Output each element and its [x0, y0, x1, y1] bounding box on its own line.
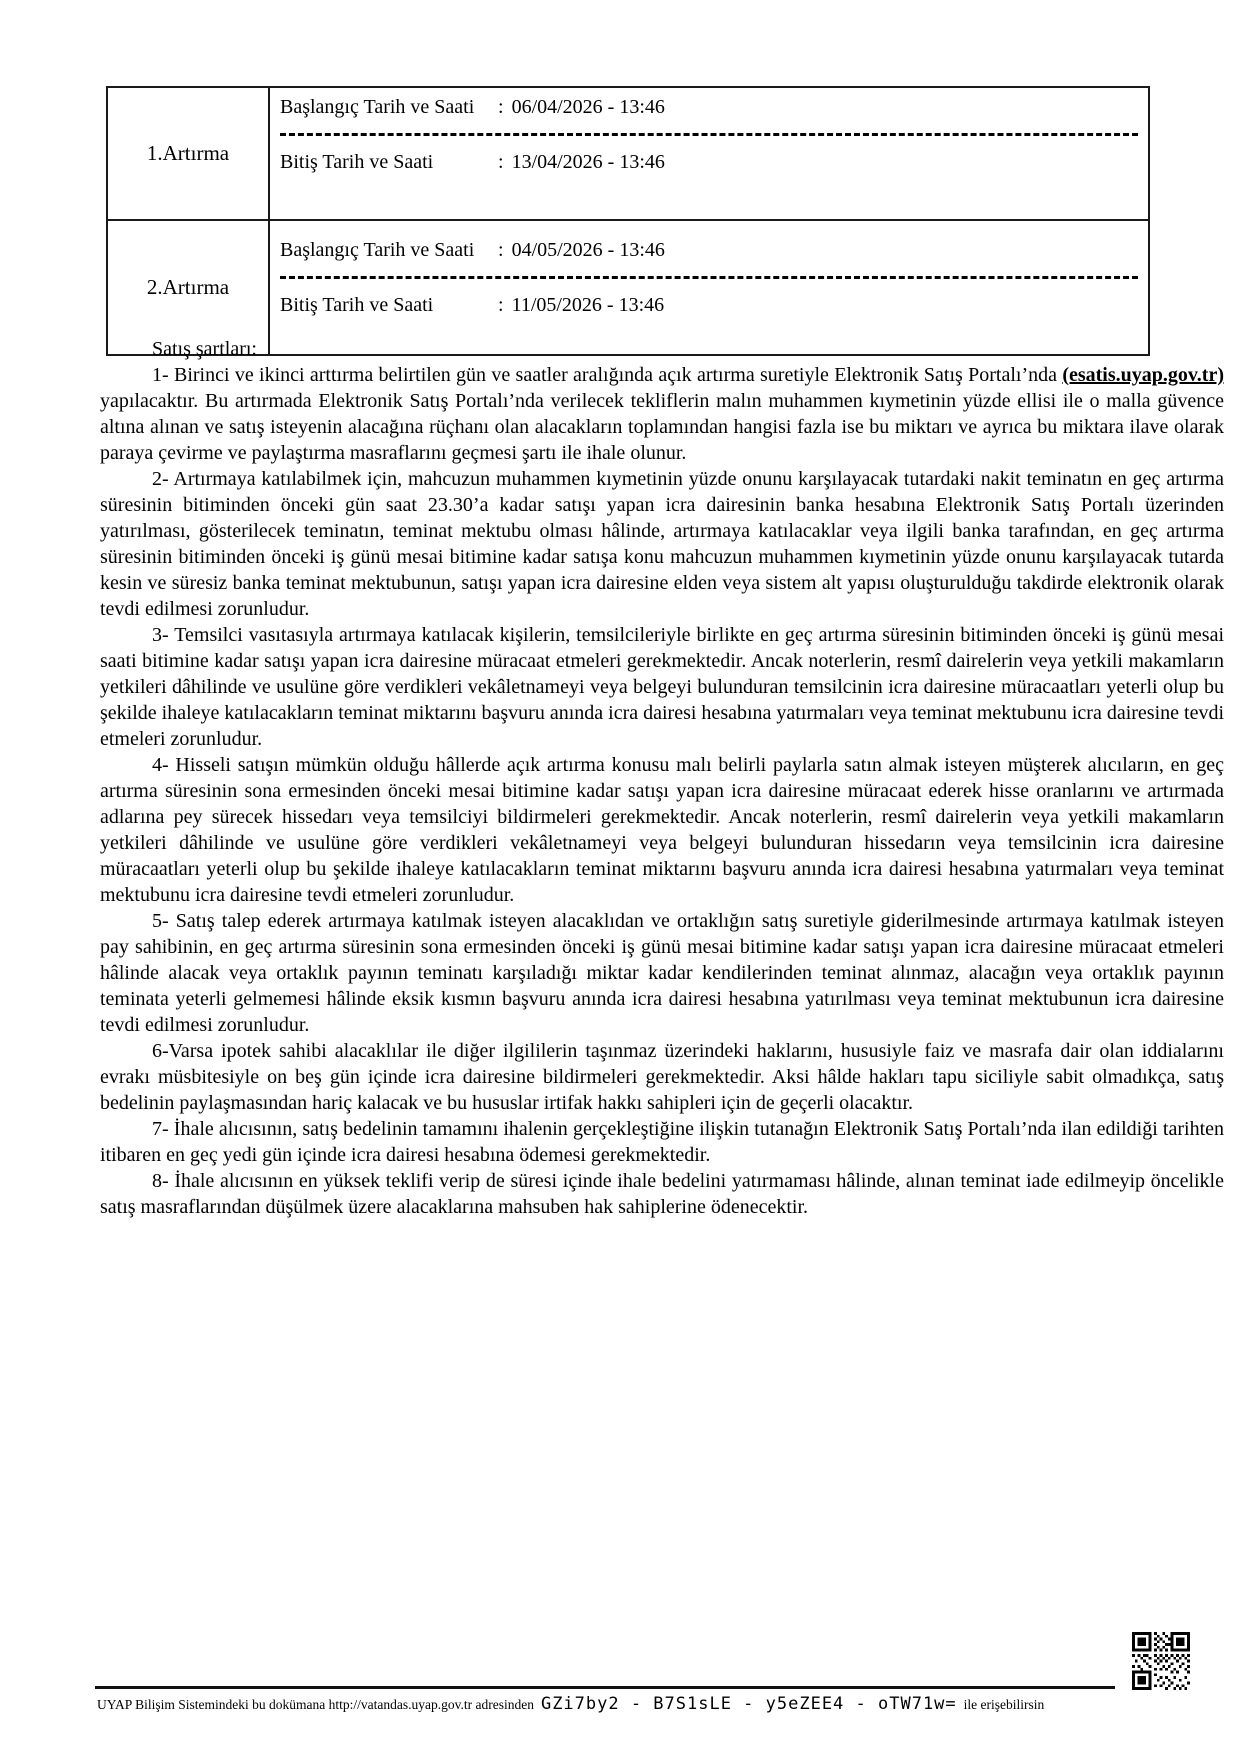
end-datetime: [280, 149, 1138, 175]
condition-paragraph-2: 2- Artırmaya katılabilmek için, mahcuzun muhammen kıymetinin yüzde onunu karşılayacak tutardaki nakit teminatın en geç artırma süresinin bitiminden önceki gün saat 23.30’a kadar satışı yapan icra dairesinin banka hesabına Elektronik Satış Portalı üzerinden yatırılması, gösterilecek teminatın, teminat mektubu olması hâlinde, artırmaya katılacaklar veya ilgili banka tarafından, en geç artırma süresinin bitiminden önceki iş günü mesai bitimine kadar satışa konu mahcuzun muhammen kıymetinin yüzde onunu karşılayacak tutarda kesin ve süresiz banka teminat mektubunun, satışı yapan icra dairesine elden veya sistem alt yapısı oluşturulduğu takdirde elektronik olarak tevdi edilmesi zorunludur.: [100, 468, 1224, 620]
footer-access-suffix: ile erişebilirsin: [963, 1697, 1045, 1712]
start-datetime-label: Başlangıç Tarih ve Saati: [280, 96, 475, 118]
footer-divider: [95, 1686, 1115, 1689]
end-datetime-value: 13/04/2026 - 13:46: [511, 151, 665, 173]
footer: [97, 1694, 1197, 1714]
dashed-separator: [280, 133, 1138, 136]
colon-separator: :: [498, 239, 504, 261]
table-row: [107, 220, 1149, 355]
footer-access-text: UYAP Bilişim Sistemindeki bu dokümana http://vatandas.uyap.gov.tr adresinden: [97, 1697, 534, 1712]
qr-code: [1130, 1632, 1192, 1690]
condition-paragraph-8: 8- İhale alıcısının en yüksek teklifi verip de süresi içinde ihale bedelini yatırmaması hâlinde, alınan teminat iade edilmeyip öncelikle satış masraflarından düşülmek üzere alacaklarına mahsuben hak sahiplerine ödenecektir.: [100, 1170, 1224, 1218]
paragraph-text: 1- Birinci ve ikinci arttırma belirtilen gün ve saatler aralığında açık artırma suretiyle Elektronik Satış Portalı’nda: [152, 364, 1063, 386]
start-datetime: [280, 94, 1138, 120]
end-datetime: [280, 292, 1138, 318]
condition-paragraph-1: [100, 362, 1224, 466]
condition-paragraph-3: 3- Temsilci vasıtasıyla artırmaya katılacak kişilerin, temsilcileriyle birlikte en geç artırma süresinin bitiminden önceki iş günü mesai saati bitimine kadar satışı yapan icra dairesine müracaat etmeleri gerekmektedir. Ancak noterlerin, resmî dairelerin veya yetkili makamların yetkileri dâhilinde ve usulüne göre verdikleri vekâletnameyi veya belgeyi bulunduran temsilcinin icra dairesine müracaatları yeterli olup bu şekilde ihaleye katılacakların teminat miktarını başvuru anında icra dairesi hesabına yatırmaları veya teminat mektubunu icra dairesine tevdi etmeleri zorunludur.: [100, 624, 1225, 750]
esatis-portal-link[interactable]: (esatis.uyap.gov.tr): [1062, 364, 1224, 386]
auction-round-label: 2.Artırma: [107, 220, 269, 355]
sale-conditions-section: [100, 336, 1224, 1220]
end-datetime-value: 11/05/2026 - 13:46: [511, 294, 665, 316]
end-datetime-label: Bitiş Tarih ve Saati: [280, 151, 434, 173]
start-datetime-value: 06/04/2026 - 13:46: [511, 96, 665, 118]
auction-dates-cell: [269, 220, 1149, 355]
table-row: [107, 87, 1149, 220]
start-datetime-value: 04/05/2026 - 13:46: [511, 239, 665, 261]
footer-verification-code: GZi7by2 - B7S1sLE - y5eZEE4 - oTW71w=: [540, 1694, 957, 1714]
condition-paragraph-6: 6-Varsa ipotek sahibi alacaklılar ile diğer ilgililerin taşınmaz üzerindeki haklarını, hususiyle faiz ve masrafa dair olan iddialarını evrakı müsbitesiyle on beş gün içinde icra dairesine bildirmeleri gerekmektedir. Aksi hâlde hakları tapu siciliyle sabit olmadıkça, satış bedelinin paylaşmasından hariç kalacak ve bu hususlar irtifak hakkı sahipleri için de geçerli olacaktır.: [100, 1040, 1224, 1114]
paragraph-text: yapılacaktır. Bu artırmada Elektronik Satış Portalı’nda verilecek tekliflerin malın muhammen kıymetinin yüzde ellisi ile o malla güvence altına alınan ve satış isteyenin alacağına rüçhanı olan alacakların toplamından hangisi fazla ise bu miktarı ve ayrıca bu miktara ilave olarak paraya çevirme ve paylaştırma masraflarını geçmesi şartı ile ihale olunur.: [100, 390, 1224, 464]
condition-paragraph-4: 4- Hisseli satışın mümkün olduğu hâllerde açık artırma konusu malı belirli paylarla satın almak isteyen müşterek alıcıların, en geç artırma süresinin sona ermesinden önceki mesai bitimine kadar satışı yapan icra dairesine müracaat ederek hisse oranlarını ve artırmada adlarına pey sürecek hissedarı veya temsilciyi bildirmeleri gerekmektedir. Ancak noterlerin, resmî dairelerin veya yetkili makamların yetkileri dâhilinde ve usulüne göre verdikleri vekâletnameyi veya belgeyi bulunduran hissedarın veya temsilcinin icra dairesine müracaatları yeterli olup bu şekilde ihaleye katılacakların teminat miktarını başvuru anında icra dairesi hesabına yatırmaları veya teminat mektubunu icra dairesine tevdi etmeleri zorunludur.: [100, 754, 1224, 906]
colon-separator: :: [498, 96, 504, 118]
auction-dates-cell: [269, 87, 1149, 220]
auction-round-label: 1.Artırma: [107, 87, 269, 220]
start-datetime: [280, 237, 1138, 263]
end-datetime-label: Bitiş Tarih ve Saati: [280, 294, 434, 316]
start-datetime-label: Başlangıç Tarih ve Saati: [280, 239, 475, 261]
colon-separator: :: [498, 151, 504, 173]
auction-schedule-table: [106, 86, 1150, 356]
dashed-separator: [280, 276, 1138, 279]
colon-separator: :: [498, 294, 504, 316]
sale-conditions-heading: Satış şartları:: [152, 338, 257, 360]
condition-paragraph-7: 7- İhale alıcısının, satış bedelinin tamamını ihalenin gerçekleştiğine ilişkin tutanağın Elektronik Satış Portalı’nda ilan edildiği tarihten itibaren en geç yedi gün içinde icra dairesi hesabına ödemesi gerekmektedir.: [100, 1118, 1224, 1166]
condition-paragraph-5: 5- Satış talep ederek artırmaya katılmak isteyen alacaklıdan ve ortaklığın satış suretiyle giderilmesinde artırmaya katılmak isteyen pay sahibinin, en geç artırma süresinin sona ermesinden önceki iş günü mesai bitimine kadar satışı yapan icra dairesine müracaat etmeleri hâlinde alacak veya ortaklık payının teminatı karşıladığı miktar kadar kendilerinden teminat alınmaz, alacağın veya ortaklık payının teminata yeterli gelmemesi hâlinde eksik kısmın başvuru anında icra dairesi hesabına yatırılması veya teminat mektubunun icra dairesine tevdi edilmesi zorunludur.: [100, 910, 1224, 1036]
